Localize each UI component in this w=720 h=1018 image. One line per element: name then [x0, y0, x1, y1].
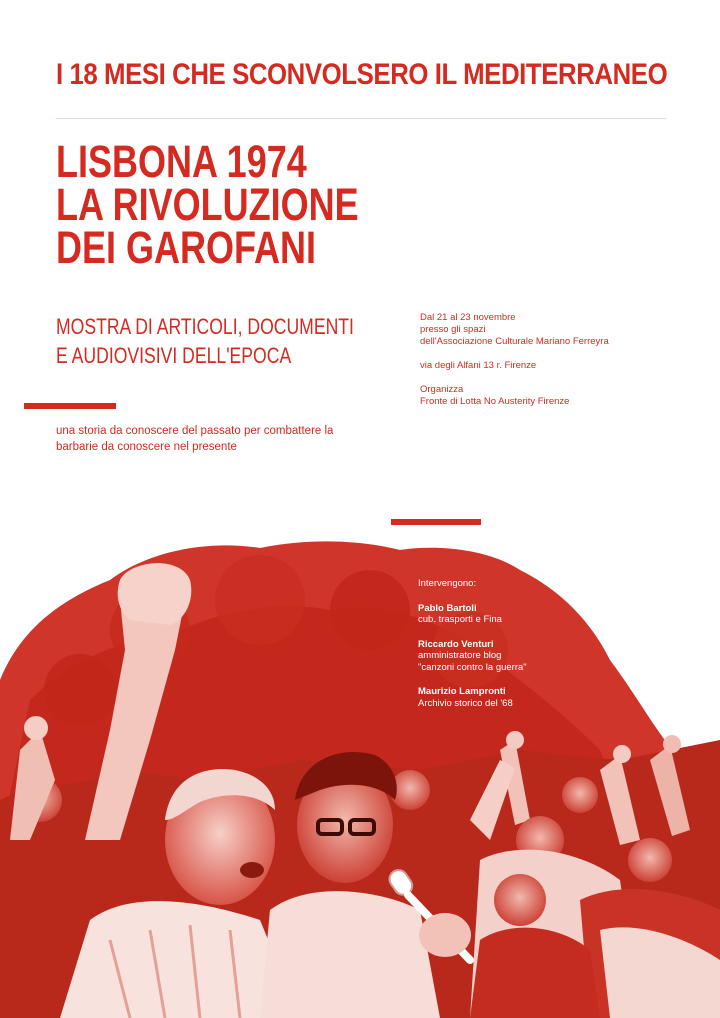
speakers-list	[418, 578, 658, 709]
organizer-label: Organizza	[420, 384, 464, 395]
organizer-name: Fronte di Lotta No Austerity Firenze	[420, 396, 570, 407]
divider	[56, 118, 666, 119]
subtitle-line: MOSTRA DI ARTICOLI, DOCUMENTI	[56, 314, 354, 339]
speakers-heading: Intervengono:	[418, 578, 477, 589]
event-address: via degli Alfani 13 r. Firenze	[420, 360, 537, 371]
event-venue: dell'Associazione Culturale Mariano Ferreyra	[420, 336, 609, 347]
main-title-line: DEI GAROFANI	[56, 222, 317, 273]
speaker-name: Maurizio Lampronti	[418, 686, 506, 697]
speaker-name: Riccardo Venturi	[418, 638, 494, 650]
event-dates: Dal 21 al 23 novembre	[420, 312, 516, 323]
event-venue: presso gli spazi	[420, 324, 486, 335]
accent-bar	[24, 403, 116, 409]
main-title	[56, 136, 359, 273]
main-title-line: LISBONA 1974	[56, 136, 307, 187]
speaker-role: Archivio storico del '68	[418, 697, 513, 709]
speaker-role: amministratore blog	[418, 650, 502, 661]
tagline: una storia da conoscere del passato per combattere la barbarie da conoscere nel presente	[56, 425, 334, 453]
speaker-role: "canzoni contro la guerra"	[418, 661, 527, 673]
speaker-name: Pablo Bartoli	[418, 602, 477, 614]
series-title: I 18 MESI CHE SCONVOLSERO IL MEDITERRANEO	[56, 58, 668, 91]
speaker-role: cub. trasporti e Fina	[418, 614, 502, 625]
accent-bar	[391, 519, 481, 525]
event-info	[420, 312, 680, 408]
subtitle-line: E AUDIOVISIVI DELL'EPOCA	[56, 343, 292, 368]
main-title-line: LA RIVOLUZIONE	[56, 179, 359, 230]
subtitle	[56, 312, 352, 370]
